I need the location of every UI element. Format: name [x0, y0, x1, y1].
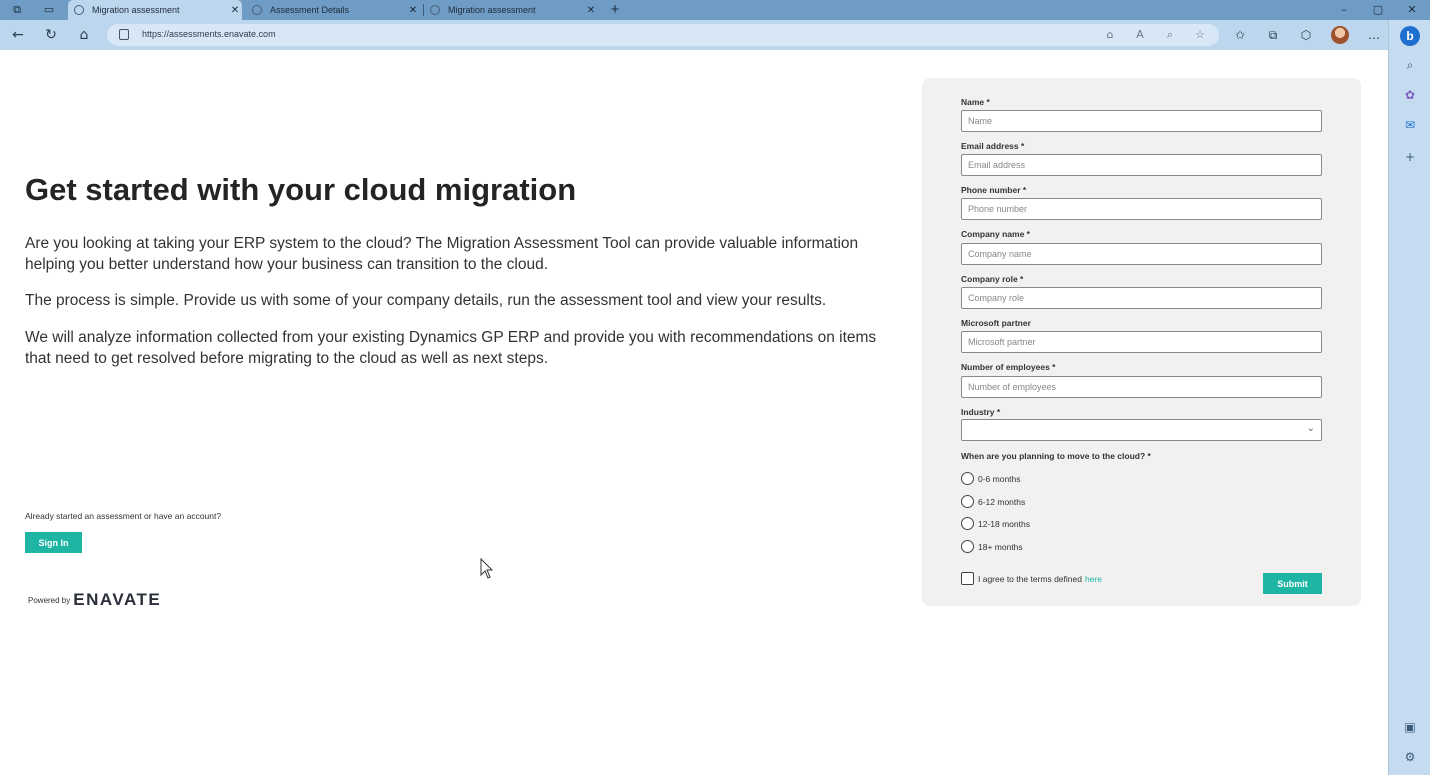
outlook-icon[interactable]: ✉	[1404, 118, 1416, 132]
tab-label: Migration assessment	[92, 5, 180, 15]
collections-icon[interactable]: ⧉	[1268, 28, 1278, 42]
extensions-icon[interactable]: ⬡	[1300, 28, 1312, 42]
tools-icon[interactable]: ✿	[1404, 88, 1416, 102]
timeline-label: When are you planning to move to the cloud? *	[961, 451, 1151, 461]
tab-label: Assessment Details	[270, 5, 350, 15]
radio-button[interactable]	[961, 495, 974, 508]
timeline-option-18-plus[interactable]	[961, 540, 1023, 553]
powered-by-text: Powered by	[28, 595, 71, 605]
company-name-input[interactable]	[961, 243, 1322, 265]
read-aloud-icon[interactable]: A	[1136, 28, 1144, 41]
email-input[interactable]	[961, 154, 1322, 176]
microsoft-partner-label: Microsoft partner	[961, 318, 1031, 328]
tab-assessment-details[interactable]	[246, 0, 420, 20]
timeline-option-12-18[interactable]	[961, 517, 1030, 530]
tab-migration-assessment-2[interactable]	[424, 0, 598, 20]
minimize-icon[interactable]: –	[1341, 3, 1347, 16]
add-icon[interactable]: +	[1404, 150, 1416, 164]
tab-migration-assessment-1[interactable]	[68, 0, 242, 20]
company-role-label: Company role *	[961, 274, 1024, 284]
radio-button[interactable]	[961, 472, 974, 485]
settings-icon[interactable]: ⚙	[1404, 750, 1416, 764]
industry-select[interactable]	[961, 419, 1322, 441]
back-icon[interactable]: ←	[12, 27, 24, 43]
tab-actions-icon[interactable]: ▭	[43, 3, 55, 16]
company-name-label: Company name *	[961, 229, 1030, 239]
radio-button[interactable]	[961, 517, 974, 530]
close-icon[interactable]: ✕	[230, 4, 240, 16]
terms-link[interactable]: here	[1084, 573, 1102, 584]
enavate-logo: ENAVATE	[73, 590, 162, 609]
employees-label: Number of employees *	[961, 362, 1056, 372]
powered-by	[28, 590, 161, 610]
lock-icon	[119, 29, 129, 40]
submit-button[interactable]: Submit	[1263, 573, 1322, 594]
browser-toolbar	[0, 20, 1430, 50]
favorite-icon[interactable]: ☆	[1195, 28, 1205, 41]
name-label: Name *	[961, 97, 990, 107]
phone-input[interactable]	[961, 198, 1322, 220]
industry-label: Industry *	[961, 407, 1001, 417]
microsoft-partner-input[interactable]	[961, 331, 1322, 353]
radio-label: 0-6 months	[978, 473, 1021, 484]
app-icon[interactable]: ⌂	[1106, 28, 1114, 41]
radio-label: 12-18 months	[978, 518, 1030, 529]
sign-in-button[interactable]: Sign In	[25, 532, 82, 553]
terms-checkbox[interactable]	[961, 572, 974, 585]
new-tab-button[interactable]: +	[610, 1, 620, 18]
globe-icon	[74, 5, 84, 15]
timeline-option-0-6[interactable]	[961, 472, 1021, 485]
avatar[interactable]	[1331, 26, 1349, 44]
intro-paragraph-2: The process is simple. Provide us with some of your company details, run the assessment tool and view your results.	[25, 292, 827, 309]
favorites-icon[interactable]: ✩	[1234, 28, 1246, 42]
close-icon[interactable]: ✕	[586, 4, 596, 16]
phone-label: Phone number *	[961, 185, 1027, 195]
page-title: Get started with your cloud migration	[25, 172, 577, 207]
home-icon[interactable]: ⌂	[79, 27, 89, 43]
timeline-option-6-12[interactable]	[961, 495, 1025, 508]
tab-label: Migration assessment	[448, 5, 536, 15]
assessment-form	[922, 78, 1361, 606]
window-close-icon[interactable]: ✕	[1407, 3, 1417, 16]
radio-label: 6-12 months	[978, 496, 1026, 507]
restore-icon[interactable]: ▢	[1372, 3, 1384, 16]
globe-icon	[252, 5, 262, 15]
refresh-icon[interactable]: ↻	[45, 27, 57, 43]
close-icon[interactable]: ✕	[408, 4, 418, 16]
globe-icon	[430, 5, 440, 15]
terms-text: I agree to the terms defined	[978, 573, 1082, 584]
intro-paragraph-1: Are you looking at taking your ERP system to the cloud? The Migration Assessment Tool can provide valuable information helping you better understand how your business can transition to the cloud.	[25, 235, 859, 273]
workspaces-icon[interactable]: ⧉	[13, 3, 21, 16]
page-content	[0, 50, 1388, 775]
name-input[interactable]	[961, 110, 1322, 132]
terms-row	[961, 572, 1102, 585]
mouse-cursor-icon	[480, 558, 494, 580]
more-icon[interactable]: …	[1368, 28, 1380, 42]
account-prompt: Already started an assessment or have an account?	[25, 511, 222, 521]
company-role-input[interactable]	[961, 287, 1322, 309]
bing-icon[interactable]: b	[1400, 26, 1420, 46]
zoom-icon[interactable]: ⌕	[1166, 28, 1174, 41]
radio-button[interactable]	[961, 540, 974, 553]
tab-bar	[0, 0, 1430, 20]
search-icon[interactable]: ⌕	[1406, 58, 1414, 72]
intro-paragraph-3: We will analyze information collected from your existing Dynamics GP ERP and provide you with recommendations on items that need to get resolved before migrating to the cloud as well as next steps.	[25, 329, 877, 367]
employees-input[interactable]	[961, 376, 1322, 398]
browser-sidebar	[1388, 20, 1430, 775]
layout-icon[interactable]: ▣	[1404, 720, 1416, 734]
email-label: Email address *	[961, 141, 1025, 151]
chevron-down-icon: ⌄	[1306, 423, 1315, 434]
radio-label: 18+ months	[978, 541, 1023, 552]
url-text[interactable]: https://assessments.enavate.com	[142, 29, 276, 39]
address-bar[interactable]	[107, 24, 1219, 46]
